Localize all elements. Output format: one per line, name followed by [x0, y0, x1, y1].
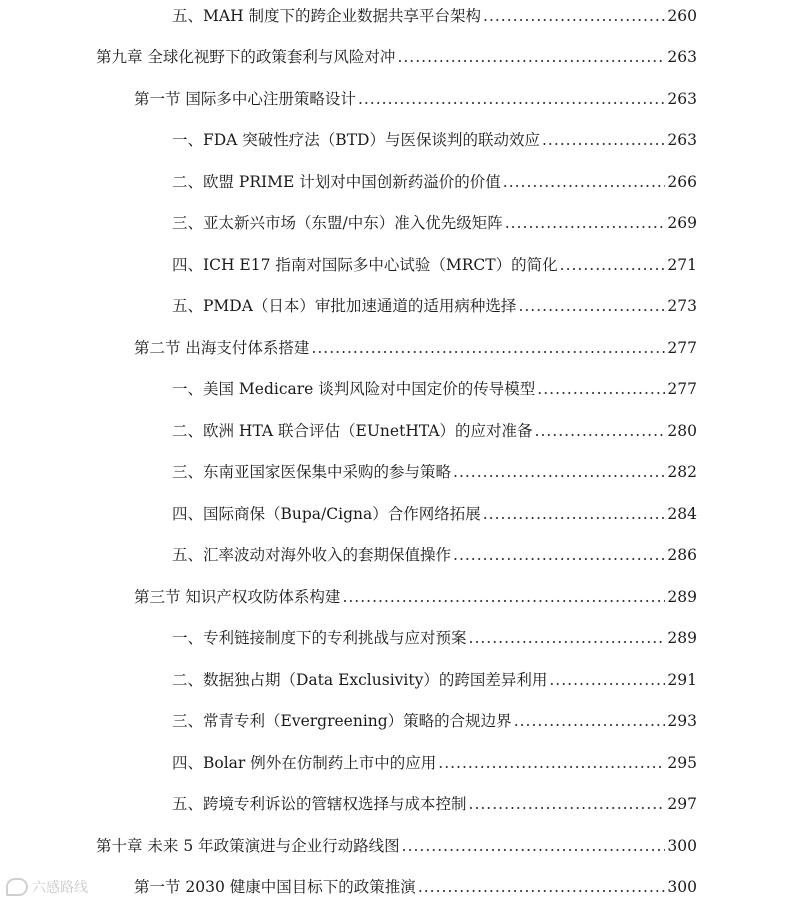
toc-entry-page: 266 [667, 173, 697, 191]
toc-entry-page: 269 [667, 214, 697, 232]
toc-entry-title: 第三节 知识产权攻防体系构建 [134, 588, 341, 606]
toc-entry-page: 277 [667, 339, 697, 357]
watermark [6, 877, 88, 897]
toc-entry-title: 五、PMDA（日本）审批加速通道的适用病种选择 [172, 297, 517, 315]
toc-entry-title: 第一节 国际多中心注册策略设计 [134, 90, 356, 108]
dot-leader [483, 503, 666, 525]
toc-entry-title: 四、国际商保（Bupa/Cigna）合作网络拓展 [172, 505, 481, 523]
watermark-text: 六感路线 [32, 880, 88, 896]
dot-leader [542, 129, 665, 151]
toc-entry-page: 300 [667, 878, 697, 896]
dot-leader [518, 295, 665, 317]
toc-entry[interactable] [172, 669, 697, 691]
toc-entry-page: 297 [667, 795, 697, 813]
toc-entry-title: 第一节 2030 健康中国目标下的政策推演 [134, 878, 416, 896]
dot-leader [537, 378, 665, 400]
dot-leader [469, 627, 666, 649]
toc-entry-title: 五、跨境专利诉讼的管辖权选择与成本控制 [172, 795, 467, 813]
toc-entry-page: 263 [667, 90, 697, 108]
chat-bubble-icon [6, 878, 28, 896]
toc-entry-page: 291 [667, 671, 697, 689]
toc-entry-title: 一、美国 Medicare 谈判风险对中国定价的传导模型 [172, 380, 536, 398]
dot-leader [549, 669, 665, 691]
toc-entry[interactable] [134, 586, 697, 608]
dot-leader [505, 212, 666, 234]
toc-entry[interactable] [172, 171, 697, 193]
toc-entry[interactable] [172, 710, 697, 732]
toc-entry-title: 第十章 未来 5 年政策演进与企业行动路线图 [96, 837, 400, 855]
toc-entry-title: 四、ICH E17 指南对国际多中心试验（MRCT）的简化 [172, 256, 558, 274]
toc-entry-page: 263 [667, 48, 697, 66]
toc-entry-title: 一、专利链接制度下的专利挑战与应对预案 [172, 629, 467, 647]
toc-entry-page: 295 [667, 754, 697, 772]
toc-entry[interactable] [134, 337, 697, 359]
toc-entry[interactable] [172, 420, 697, 442]
dot-leader [342, 586, 665, 608]
toc-entry-title: 第九章 全球化视野下的政策套利与风险对冲 [96, 48, 396, 66]
toc-entry[interactable] [96, 835, 697, 857]
dot-leader [514, 710, 666, 732]
toc-entry-title: 二、欧洲 HTA 联合评估（EUnetHTA）的应对准备 [172, 422, 533, 440]
toc-entry-page: 263 [667, 131, 697, 149]
dot-leader [311, 337, 665, 359]
dot-leader [397, 46, 665, 68]
toc-entry-title: 二、数据独占期（Data Exclusivity）的跨国差异利用 [172, 671, 548, 689]
toc-entry[interactable] [172, 254, 697, 276]
toc-entry[interactable] [172, 295, 697, 317]
dot-leader [483, 5, 665, 27]
toc-entry-title: 五、MAH 制度下的跨企业数据共享平台架构 [172, 7, 482, 25]
dot-leader [402, 835, 666, 857]
toc-entry-page: 282 [667, 463, 697, 481]
toc-entry-page: 284 [667, 505, 697, 523]
toc-entry-title: 四、Bolar 例外在仿制药上市中的应用 [172, 754, 437, 772]
toc-entry[interactable] [172, 378, 697, 400]
dot-leader [438, 752, 665, 774]
toc-entry-title: 三、东南亚国家医保集中采购的参与策略 [172, 463, 452, 481]
dot-leader [453, 461, 665, 483]
toc-entry-title: 三、亚太新兴市场（东盟/中东）准入优先级矩阵 [172, 214, 503, 232]
toc-entry-page: 289 [667, 629, 697, 647]
dot-leader [453, 544, 665, 566]
dot-leader [418, 876, 666, 898]
toc-entry[interactable] [172, 627, 697, 649]
toc-entry[interactable] [172, 752, 697, 774]
toc-entry-page: 286 [667, 546, 697, 564]
toc-entry-title: 二、欧盟 PRIME 计划对中国创新药溢价的价值 [172, 173, 501, 191]
toc-entry-page: 280 [667, 422, 697, 440]
toc-entry[interactable] [96, 46, 697, 68]
toc-entry-page: 260 [667, 7, 697, 25]
toc-entry-title: 一、FDA 突破性疗法（BTD）与医保谈判的联动效应 [172, 131, 540, 149]
toc-entry-page: 300 [667, 837, 697, 855]
toc-entry-page: 289 [667, 588, 697, 606]
toc-entry[interactable] [172, 212, 697, 234]
dot-leader [535, 420, 666, 442]
toc-entry[interactable] [172, 544, 697, 566]
dot-leader [358, 88, 665, 110]
toc-entry[interactable] [172, 503, 697, 525]
toc-entry-page: 293 [667, 712, 697, 730]
dot-leader [560, 254, 666, 276]
dot-leader [469, 793, 666, 815]
toc-entry[interactable] [134, 88, 697, 110]
toc-entry-page: 273 [667, 297, 697, 315]
toc-entry-page: 271 [667, 256, 697, 274]
toc-entry-title: 第二节 出海支付体系搭建 [134, 339, 310, 357]
toc-entry-page: 277 [667, 380, 697, 398]
dot-leader [503, 171, 666, 193]
toc-entry-title: 三、常青专利（Evergreening）策略的合规边界 [172, 712, 512, 730]
toc-entry[interactable] [172, 793, 697, 815]
toc-entry[interactable] [172, 461, 697, 483]
toc-entry-title: 五、汇率波动对海外收入的套期保值操作 [172, 546, 452, 564]
toc-entry[interactable] [172, 129, 697, 151]
toc-entry[interactable] [172, 5, 697, 27]
toc-entry[interactable] [134, 876, 697, 898]
